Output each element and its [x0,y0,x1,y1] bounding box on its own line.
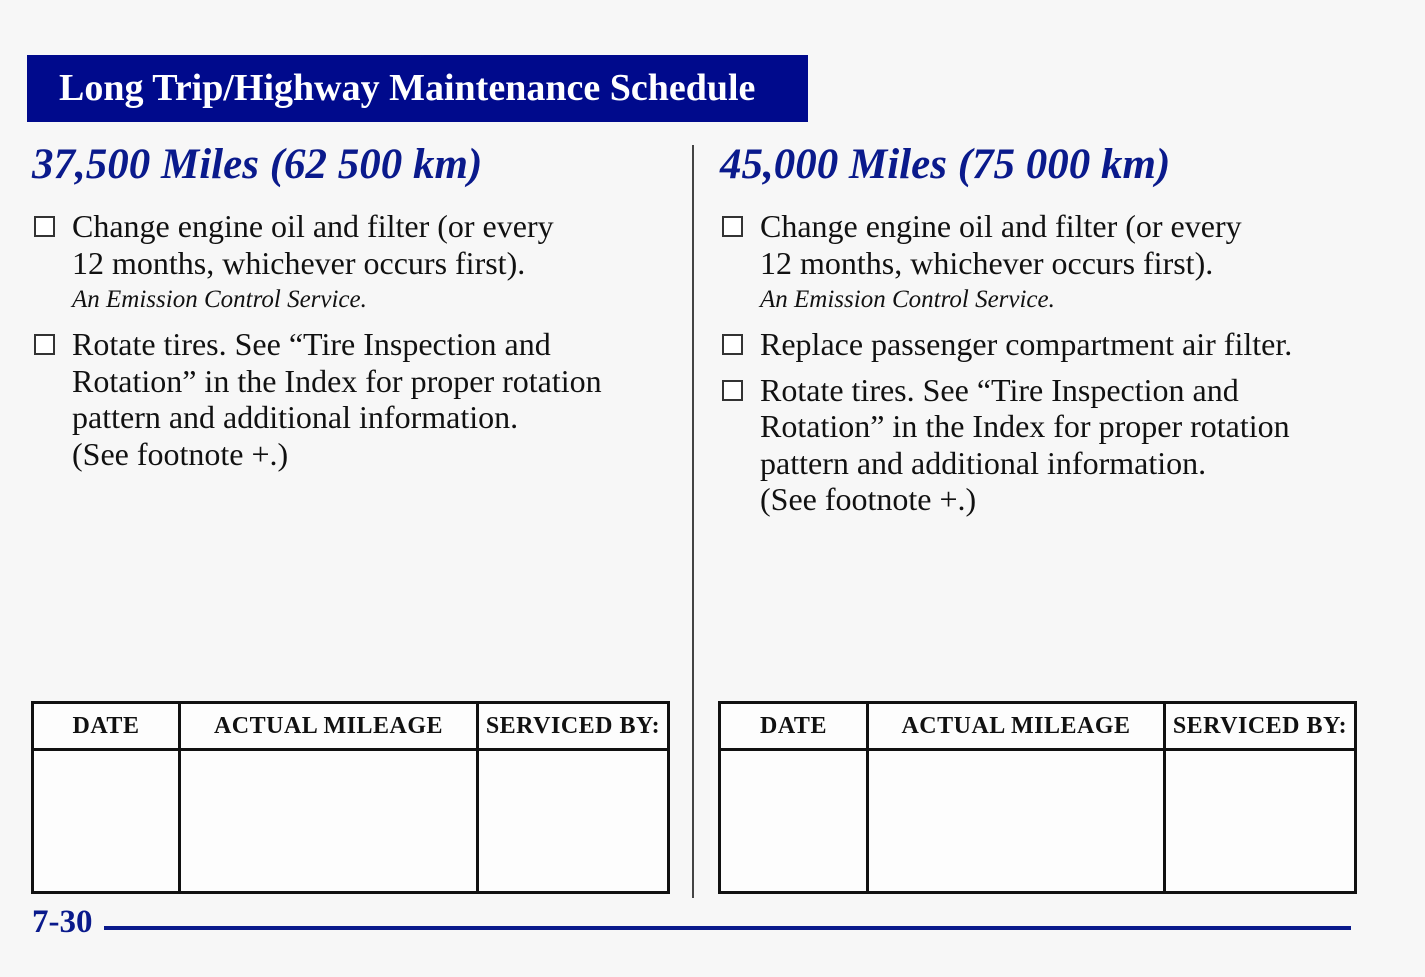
emission-note: An Emission Control Service. [760,286,1055,313]
page-number: 7-30 [32,904,93,940]
checkbox[interactable] [722,334,743,355]
item-line: pattern and additional information. [760,444,1207,481]
mileage-cell[interactable] [868,750,1165,893]
emission-note: An Emission Control Service. [72,286,367,313]
section-37500 [32,136,682,481]
col-header-actual-mileage: ACTUAL MILEAGE [868,703,1165,750]
section-heading: 37,500 Miles (62 500 km) [32,141,483,188]
item-line: (See footnote +.) [760,481,977,517]
item-line: Change engine oil and filter (or every [72,208,554,244]
mileage-cell[interactable] [180,750,478,893]
item-line: Rotate tires. See “Tire Inspection and [72,326,551,362]
service-log-table [718,701,1357,894]
item-line: Rotation” in the Index for proper rotation [760,408,1290,444]
col-header-date: DATE [33,703,180,750]
item-line: 12 months, whichever occurs first). [72,244,526,281]
item-line: Rotate tires. See “Tire Inspection and [760,371,1239,408]
checklist-item [32,326,682,472]
footer-rule [104,926,1351,930]
service-log-table [31,701,670,894]
item-line: pattern and additional information. [72,399,519,435]
item-line: (See footnote +.) [72,435,289,472]
date-cell[interactable] [33,750,180,893]
item-line: Change engine oil and filter (or every [760,208,1242,244]
checkbox[interactable] [722,216,743,237]
item-line: Rotation” in the Index for proper rotation [72,362,602,399]
checkbox[interactable] [722,380,743,401]
col-header-serviced-by: SERVICED BY: [478,703,669,750]
item-line: Replace passenger compartment air filter. [760,326,1293,362]
date-cell[interactable] [720,750,868,893]
section-banner [27,55,808,122]
checklist-item [720,208,1380,317]
col-header-actual-mileage: ACTUAL MILEAGE [180,703,478,750]
checklist-item [32,208,682,317]
checkbox[interactable] [34,216,55,237]
item-line: 12 months, whichever occurs first). [760,244,1214,281]
serviced-by-cell[interactable] [478,750,669,893]
checkbox[interactable] [34,334,55,355]
banner-title: Long Trip/Highway Maintenance Schedule [59,67,756,109]
col-header-serviced-by: SERVICED BY: [1165,703,1356,750]
column-divider [692,145,694,898]
section-heading: 45,000 Miles (75 000 km) [720,141,1171,188]
checklist-item [720,372,1380,518]
col-header-date: DATE [720,703,868,750]
checklist-item [720,326,1380,363]
serviced-by-cell[interactable] [1165,750,1356,893]
section-45000 [720,136,1380,527]
